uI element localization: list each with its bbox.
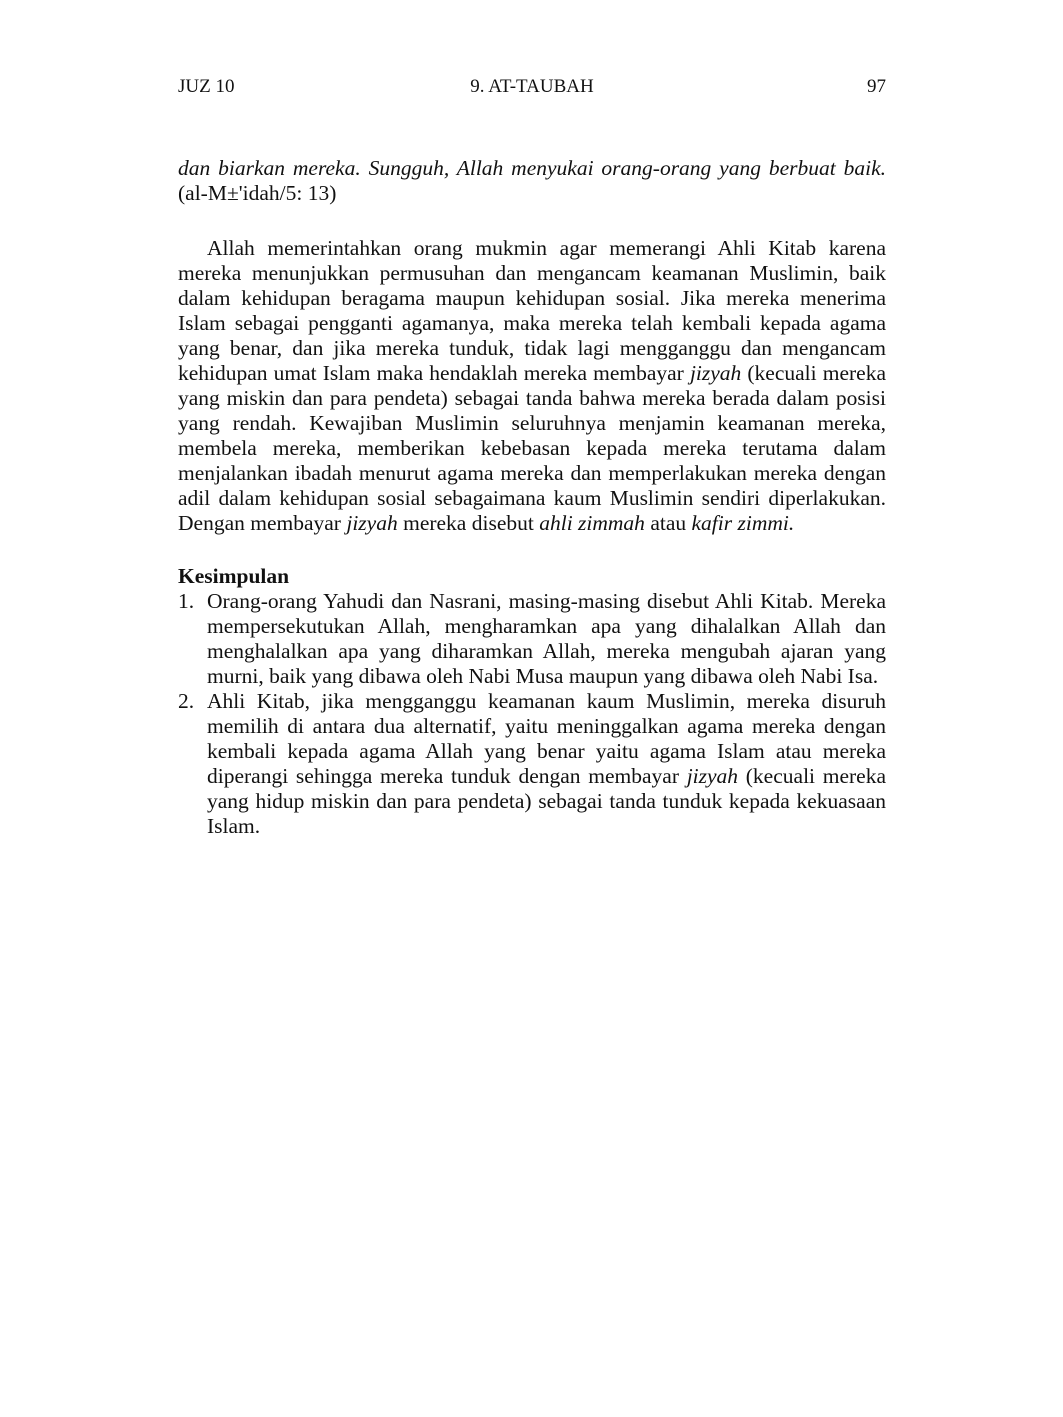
list-item-text: Orang-orang Yahudi dan Nasrani, masing-masing disebut Ahli Kitab. Mereka mempersekutukan Allah, mengharamkan apa yang dihalalkan Allah dan menghalalkan apa yang diharamkan Allah, mereka mengubah ajaran yang murni, baik yang dibawa oleh Nabi Musa maupun yang dibawa oleh Nabi Isa. <box>207 589 886 688</box>
list-item-number: 1. <box>178 589 195 613</box>
commentary-paragraph <box>178 236 886 536</box>
list-item-text: (kecuali mereka yang hidup miskin dan para pendeta) sebagai tanda tunduk kepada kekuasaan Islam. <box>207 764 886 838</box>
list-item-text: Ahli Kitab, jika mengganggu keamanan kaum Muslimin, mereka disuruh memilih di antara dua alternatif, yaitu meninggalkan agama mereka dengan kembali kepada agama Allah yang benar yaitu agama Islam atau mereka diperangi sehingga mereka tunduk dengan membayar <box>207 689 886 788</box>
term-kafir-zimmi: kafir zimmi. <box>691 511 795 535</box>
list-item <box>178 689 886 839</box>
term-jizyah: jizyah <box>686 764 739 788</box>
body-text <box>178 156 886 839</box>
juz-label: JUZ 10 <box>178 76 235 97</box>
list-item-number: 2. <box>178 689 195 713</box>
document-page <box>178 74 886 839</box>
paragraph-text-3: mereka disebut <box>397 511 540 535</box>
paragraph-text-2: (kecuali mereka yang miskin dan para pendeta) sebagai tanda bahwa mereka berada dalam posisi yang rendah. Kewajiban Muslimin seluruhnya menjamin keamanan mereka, membela mereka, memberikan kebebasan kepada mereka terutama dalam menjalankan ibadah menurut agama mereka dan memperlakukan mereka dengan adil dalam kehidupan sosial sebagaimana kaum Muslimin sendiri diperlakukan. Dengan membayar <box>178 361 886 535</box>
verse-quote <box>178 156 886 206</box>
paragraph-text-4: atau <box>644 511 692 535</box>
verse-translation: dan biarkan mereka. Sungguh, Allah menyukai orang-orang yang berbuat baik. <box>178 156 886 180</box>
running-header <box>178 74 886 100</box>
surah-title: 9. AT-TAUBAH <box>470 76 594 97</box>
verse-reference: (al-M±'idah/5: 13) <box>178 181 337 205</box>
conclusion-list <box>178 589 886 839</box>
conclusion-heading: Kesimpulan <box>178 564 290 588</box>
paragraph-text-1: Allah memerintahkan orang mukmin agar memerangi Ahli Kitab karena mereka menunjukkan permusuhan dan mengancam keamanan Muslimin, baik dalam kehidupan beragama maupun kehidupan sosial. Jika mereka menerima Islam sebagai pengganti agamanya, maka mereka telah kembali kepada agama yang benar, dan jika mereka tunduk, tidak lagi mengganggu dan mengancam kehidupan umat Islam maka hendaklah mereka membayar <box>178 236 886 385</box>
list-item <box>178 589 886 689</box>
term-ahli-zimmah: ahli zimmah <box>539 511 645 535</box>
page-number: 97 <box>867 76 886 97</box>
term-jizyah: jizyah <box>689 361 742 385</box>
term-jizyah: jizyah <box>346 511 398 535</box>
